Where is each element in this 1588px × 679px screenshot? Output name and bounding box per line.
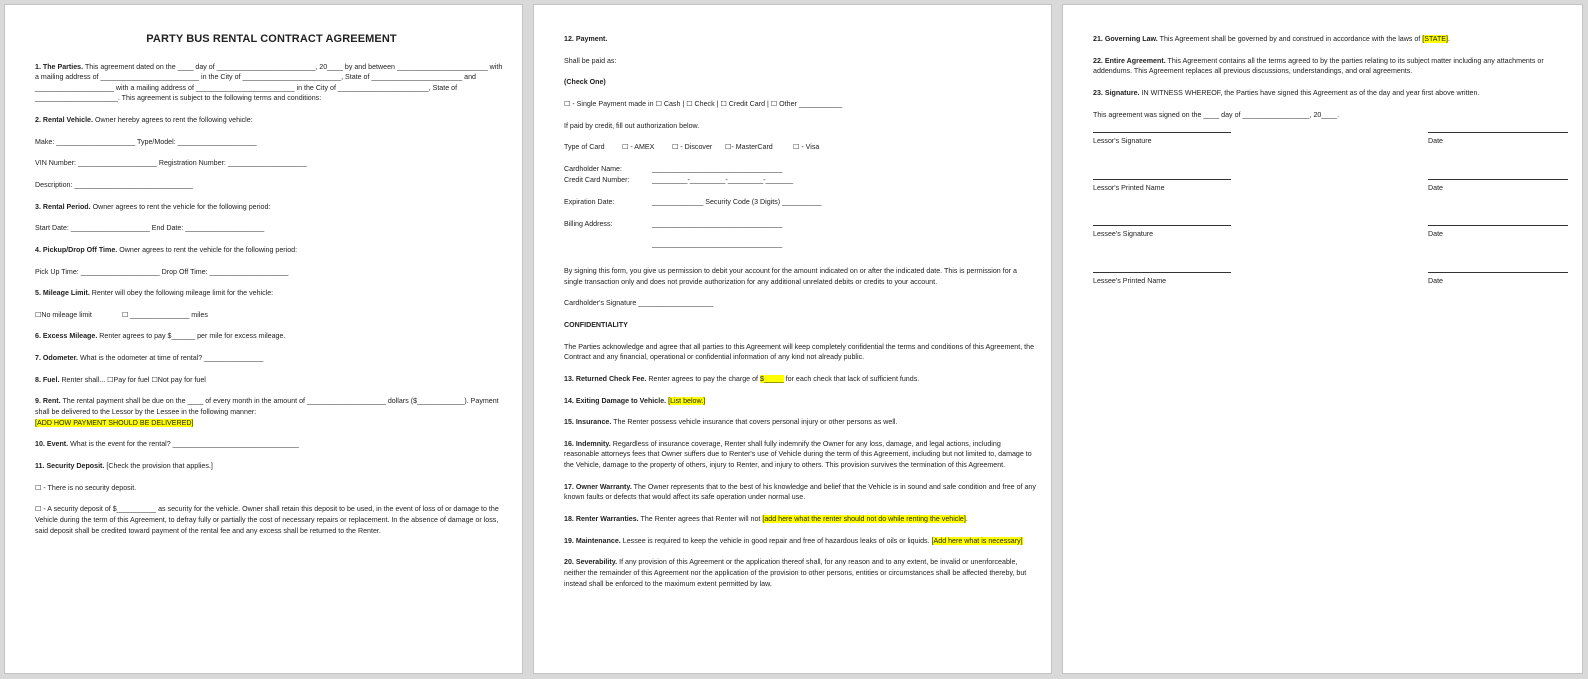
expiration-date-field[interactable]: _____________ Security Code (3 Digits) __________ [652, 198, 822, 207]
section-heading: 20. Severability. [564, 558, 618, 567]
payment-options[interactable]: ☐ - Single Payment made in ☐ Cash | ☐ Check | ☐ Credit Card | ☐ Other ___________ [564, 99, 843, 108]
section-body: Owner agrees to rent the vehicle for the following period: [119, 245, 298, 254]
credit-instructions: If paid by credit, fill out authorization below. [564, 121, 700, 130]
section-severability [564, 557, 1037, 589]
section-payment-heading [564, 34, 1037, 45]
section-heading: 14. Exiting Damage to Vehicle. [564, 396, 667, 405]
checkbox-no-deposit[interactable]: ☐ - There is no security deposit. [35, 483, 137, 492]
credit-card-number-field[interactable]: _________-_________-_________-_______ [652, 176, 794, 185]
section-indemnity [564, 439, 1037, 471]
section-heading: 3. Rental Period. [35, 202, 91, 211]
mileage-options [35, 310, 508, 321]
authorization-text: By signing this form, you give us permission to debit your account for the amount indicated on or after the indicated date. This is permission for a single transaction only and does not provide authorization for any additional unrelated debits or credits to your account. [564, 267, 1017, 286]
section-heading: 23. Signature. [1093, 88, 1140, 97]
section-body: What is the event for the rental? ________________________________ [70, 440, 299, 449]
section-body: Renter shall... ☐Pay for fuel ☐Not pay for fuel [61, 375, 206, 384]
cardholder-name-field[interactable]: _________________________________ [652, 164, 783, 173]
highlighted-placeholder: [Add here what is necessary] [931, 536, 1023, 545]
signed-date-line[interactable]: This agreement was signed on the ____ day of _________________, 20____. [1093, 110, 1340, 119]
section-body: Renter agrees to pay $______ per mile for excess mileage. [99, 332, 286, 341]
section-body: Owner hereby agrees to rent the following vehicle: [94, 116, 253, 125]
section-heading: 5. Mileage Limit. [35, 289, 90, 298]
payment-shall-be-paid: Shall be paid as: [564, 56, 617, 65]
lessee-printed-name-date[interactable]: Date [1428, 272, 1568, 287]
document-page-3 [1062, 4, 1583, 674]
highlighted-placeholder: [List below.] [668, 396, 706, 405]
section-body: If any provision of this Agreement or the application thereof shall, for any reason and to any extent, be invalid or unenforceable, neither the remainder of this Agreement nor the application of the provision to other persons, entities or circumstances shall be affected thereby, but instead shall be enforced to the maximum extent permitted by law. [564, 558, 1027, 588]
section-heading: 9. Rent. [35, 397, 61, 406]
section-body: The Renter agrees that Renter will not [640, 515, 761, 524]
section-heading: 2. Rental Vehicle. [35, 116, 93, 125]
section-heading: 12. Payment. [564, 35, 608, 43]
lessor-printed-name-line[interactable]: Lessor's Printed Name [1093, 179, 1231, 194]
billing-address-field-2[interactable]: _________________________________ [652, 240, 783, 249]
document-title: PARTY BUS RENTAL CONTRACT AGREEMENT [146, 33, 397, 45]
section-renter-warranties [564, 514, 1037, 525]
highlighted-placeholder: $_____ [760, 374, 784, 383]
section-heading: 19. Maintenance. [564, 536, 621, 545]
highlighted-placeholder: [STATE] [1422, 35, 1449, 43]
billing-address-label: Billing Address: [564, 219, 613, 228]
section-heading: 18. Renter Warranties. [564, 515, 639, 524]
section-security-deposit [35, 461, 508, 472]
section-rent [35, 396, 508, 428]
field-make-model: Make: ____________________ Type/Model: ____________________ [35, 137, 257, 146]
cardholder-name-label: Cardholder Name: [564, 164, 622, 173]
section-heading: 13. Returned Check Fee. [564, 374, 647, 383]
billing-address-field[interactable]: _________________________________ [652, 219, 783, 228]
checkbox-mileage-miles[interactable]: ☐ _______________ miles [121, 310, 208, 319]
lessee-signature-date[interactable]: Date [1428, 225, 1568, 240]
section-body: The Owner represents that to the best of his knowledge and belief that the Vehicle is in sound and safe condition and free of any known faults or defects that would affect its safe operation under normal use. [564, 482, 1036, 502]
section-body: Lessee is required to keep the vehicle in good repair and free of hazardous leaks of oils or liquids. [622, 536, 930, 545]
field-description: Description: ______________________________ [35, 180, 193, 189]
checkbox-deposit-amount[interactable]: ☐ - A security deposit of $__________ as security for the vehicle. Owner shall retain this deposit to be used, in the event of loss of or damage to the Vehicle during the term of this Agreement, to defray fully or partially the cost of necessary repairs or replacement. In the absence of damage or loss, said deposit shall be credited toward payment of the rental fee and any excess shall be returned to the Renter. [35, 505, 499, 535]
section-heading: 1. The Parties. [35, 62, 84, 71]
section-rental-period [35, 202, 508, 213]
section-body: What is the odometer at time of rental? _______________ [79, 354, 264, 363]
checkbox-mastercard[interactable]: ☐- MasterCard [725, 143, 773, 152]
check-one-label: (Check One) [564, 78, 606, 87]
section-heading: 4. Pickup/Drop Off Time. [35, 245, 118, 254]
section-signature [1093, 88, 1568, 99]
field-pickup-dropoff-time: Pick Up Time: ____________________ Drop Off Time: ____________________ [35, 267, 289, 276]
lessor-signature-date[interactable]: Date [1428, 132, 1568, 147]
expiration-date-label: Expiration Date: [564, 198, 615, 207]
section-heading: 7. Odometer. [35, 354, 78, 363]
section-entire-agreement [1093, 56, 1568, 77]
section-rental-vehicle [35, 115, 508, 126]
section-body: The rental payment shall be due on the ____ of every month in the amount of ____________________ dollars ($____________). Payment shall be delivered to the Lessor by the Lessee in the following manner: [35, 397, 499, 417]
section-body: The Renter possess vehicle insurance that covers personal injury or other persons as well. [613, 418, 898, 427]
section-body: . [965, 515, 968, 524]
section-governing-law [1093, 34, 1568, 45]
section-body: This Agreement contains all the terms agreed to by the parties relating to its subject matter including any attachments or addendums. This Agreement replaces all previous discussions, understandings, and oral agreements. [1093, 56, 1544, 76]
section-body: . [1448, 35, 1450, 43]
section-owner-warranty [564, 482, 1037, 503]
section-body: for each check that lack of sufficient funds. [785, 374, 920, 383]
section-parties [35, 62, 508, 105]
confidentiality-body: The Parties acknowledge and agree that all parties to this Agreement will keep completely confidential the terms and conditions of this Agreement, the Contract and any financial, operational or confidential information of any kind not already public. [564, 342, 1035, 362]
payment-check-one [564, 77, 1037, 88]
section-odometer [35, 353, 508, 364]
credit-card-number-label: Credit Card Number: [564, 176, 630, 185]
section-body: IN WITNESS WHEREOF, the Parties have signed this Agreement as of the day and year first above written. [1141, 88, 1480, 97]
confidentiality-heading [564, 320, 1037, 331]
section-mileage-limit [35, 288, 508, 299]
section-heading: 15. Insurance. [564, 418, 612, 427]
section-body: Owner agrees to rent the vehicle for the following period: [92, 202, 271, 211]
section-heading: 11. Security Deposit. [35, 461, 105, 470]
section-insurance [564, 417, 1037, 428]
section-existing-damage [564, 396, 1037, 407]
field-start-end-date: Start Date: ____________________ End Date: ____________________ [35, 224, 265, 233]
lessor-printed-name-date[interactable]: Date [1428, 179, 1568, 194]
section-body: This agreement dated on the ____ day of _________________________, 20____ by and between _______________________ with a mailing address of _________________________ in the City of _________________________, State of _______________________ and ____________________ with a mailing address of _________________________ in the City of _______________________, State of _____________________. This agreement is subject to the following terms and conditions: [35, 62, 503, 103]
section-heading: 6. Excess Mileage. [35, 332, 98, 341]
document-page-1 [4, 4, 523, 674]
section-heading: 22. Entire Agreement. [1093, 56, 1166, 65]
section-heading: 17. Owner Warranty. [564, 482, 632, 491]
section-body: Renter agrees to pay the charge of [648, 374, 759, 383]
cardholder-signature[interactable]: Cardholder's Signature ___________________ [564, 299, 714, 308]
highlighted-placeholder: [add here what the renter should not do while renting the vehicle] [762, 515, 966, 524]
section-heading: 21. Governing Law. [1093, 35, 1158, 43]
checkbox-amex[interactable]: ☐ - AMEX [622, 143, 655, 152]
lessee-printed-name-line[interactable]: Lessee's Printed Name [1093, 272, 1231, 287]
lessee-signature-line[interactable]: Lessee's Signature [1093, 225, 1231, 240]
billing-fields [564, 219, 1037, 250]
card-type-row [564, 142, 1037, 153]
card-type-label: Type of Card [564, 143, 605, 152]
highlighted-placeholder: [ADD HOW PAYMENT SHOULD BE DELIVERED] [35, 418, 194, 427]
section-body: Renter will obey the following mileage limit for the vehicle: [91, 289, 274, 298]
checkbox-visa[interactable]: ☐ - Visa [793, 143, 820, 152]
section-excess-mileage [35, 331, 508, 342]
section-heading: 8. Fuel. [35, 375, 60, 384]
section-body: Regardless of insurance coverage, Renter shall fully indemnify the Owner for any loss, damage, and legal actions, including reasonable attorneys fees that Owner suffers due to Renter's use of Vehicle during the term of this Agreement, including but not limited to, damage to the Vehicle, damage to the property of others, injury to Renter, and injury to others. This provision survives the termination of this Agreement. [564, 439, 1032, 470]
section-heading: 10. Event. [35, 440, 69, 449]
section-returned-check-fee [564, 374, 1037, 385]
section-event [35, 439, 508, 450]
card-fields [564, 164, 1037, 186]
section-pickup-dropoff [35, 245, 508, 256]
document-page-2 [533, 4, 1052, 674]
checkbox-no-mileage-limit[interactable]: ☐No mileage limit [35, 310, 92, 319]
lessor-signature-line[interactable]: Lessor's Signature [1093, 132, 1231, 147]
section-fuel [35, 375, 508, 386]
checkbox-discover[interactable]: ☐ - Discover [672, 143, 713, 152]
field-vin-registration: VIN Number: ____________________ Registration Number: ____________________ [35, 159, 307, 168]
section-body: This Agreement shall be governed by and construed in accordance with the laws of [1159, 35, 1421, 43]
section-heading: 16. Indemnity. [564, 439, 611, 448]
expiration-fields [564, 197, 1037, 208]
section-body: [Check the provision that applies.] [106, 461, 213, 470]
signature-block [1093, 132, 1568, 319]
section-heading: CONFIDENTIALITY [564, 320, 628, 329]
section-maintenance [564, 536, 1037, 547]
